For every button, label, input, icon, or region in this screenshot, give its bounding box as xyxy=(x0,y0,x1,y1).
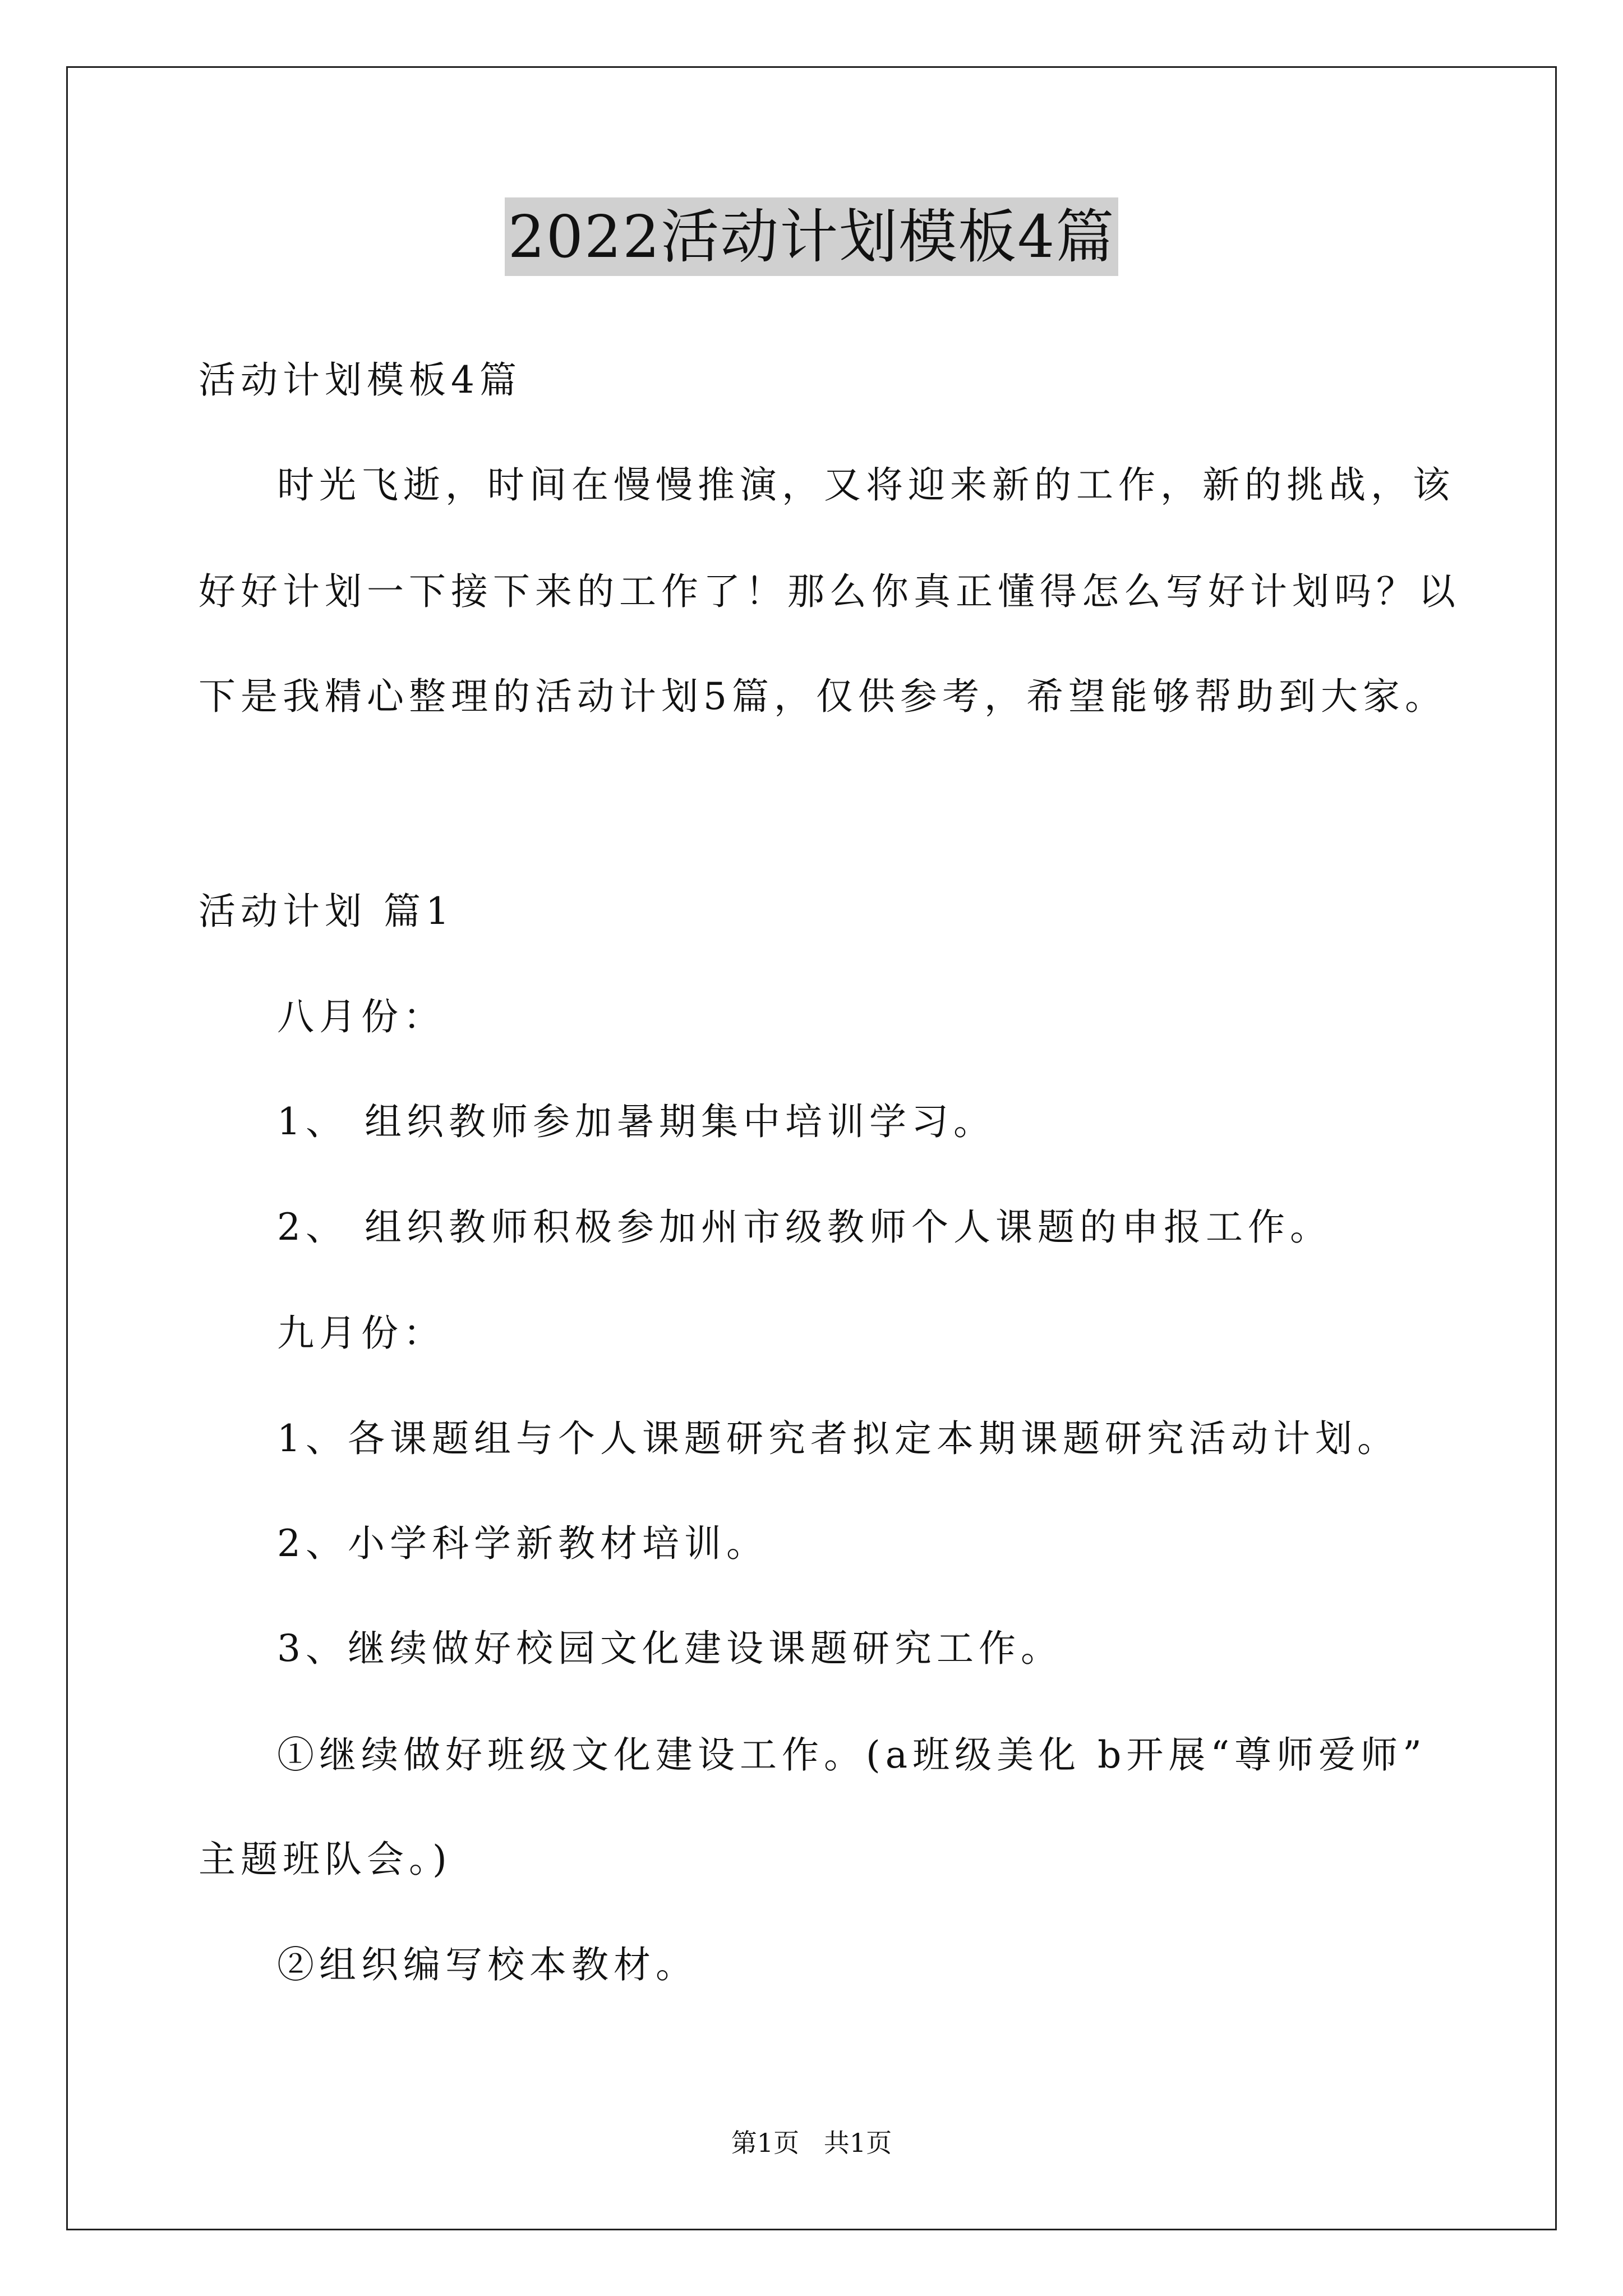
september-item-1: 1、各课题组与个人课题研究者拟定本期课题研究活动计划。 xyxy=(277,1417,1399,1460)
intro-line-1: 时光飞逝，时间在慢慢推演，又将迎来新的工作，新的挑战，该 xyxy=(277,463,1455,507)
august-heading: 八月份： xyxy=(277,995,445,1038)
document-title: 2022活动计划模板4篇 xyxy=(505,197,1119,276)
sub-item-1-continued: 主题班队会。) xyxy=(199,1838,452,1881)
september-item-3: 3、继续做好校园文化建设课题研究工作。 xyxy=(277,1627,1063,1670)
section-heading: 活动计划 篇1 xyxy=(199,890,454,933)
august-item-1: 1、 组织教师参加暑期集中培训学习。 xyxy=(277,1100,995,1143)
august-item-2: 2、 组织教师积极参加州市级教师个人课题的申报工作。 xyxy=(277,1205,1332,1249)
document-subtitle: 活动计划模板4篇 xyxy=(199,358,522,402)
sub-item-2: ②组织编写校本教材。 xyxy=(277,1943,698,1986)
september-heading: 九月份： xyxy=(277,1312,445,1355)
sub-item-1: ①继续做好班级文化建设工作。(a班级美化 b开展“尊师爱师” xyxy=(277,1733,1427,1777)
september-item-2: 2、小学科学新教材培训。 xyxy=(277,1522,768,1565)
intro-line-2: 好好计划一下接下来的工作了！那么你真正懂得怎么写好计划吗？以 xyxy=(199,570,1460,613)
title-container xyxy=(0,197,1623,276)
intro-line-3: 下是我精心整理的活动计划5篇，仅供参考，希望能够帮助到大家。 xyxy=(199,675,1447,718)
page-footer: 第1页 共1页 xyxy=(731,2128,892,2158)
